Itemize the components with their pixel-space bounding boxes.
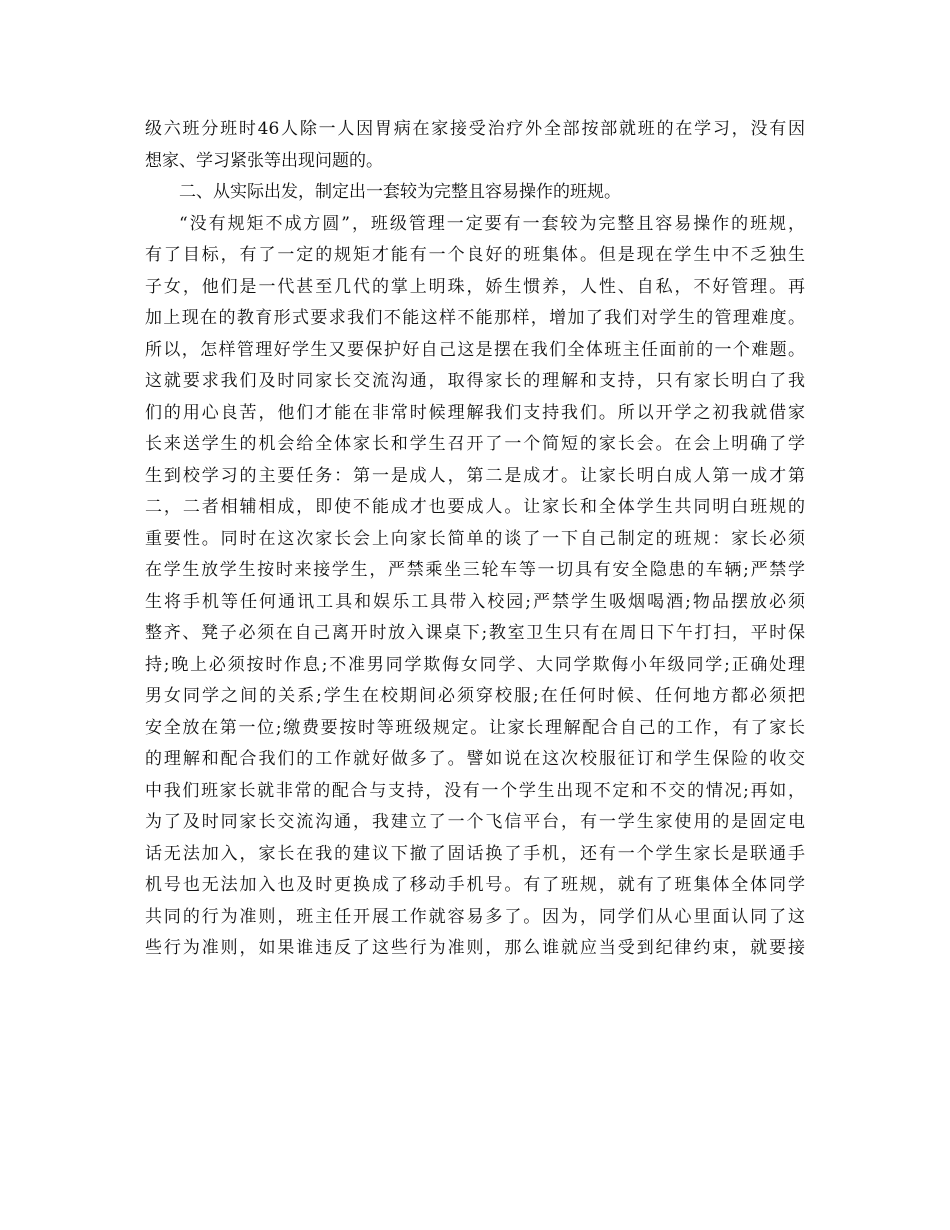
text-line: 共同的行为准则，班主任开展工作就容易多了。因为，同学们从心里面认同了这	[145, 906, 805, 927]
text-line: 的理解和配合我们的工作就好做多了。譬如说在这次校服征订和学生保险的收交	[145, 749, 805, 769]
text-line: 生到校学习的主要任务：第一是成人，第二是成才。让家长明白成人第一成才第	[145, 465, 805, 486]
text-line: 整齐、凳子必须在自己离开时放入课桌下;教室卫生只有在周日下午打扫，平时保	[145, 623, 805, 643]
text-line: 二、从实际出发，制定出一套较为完整且容易操作的班规。	[179, 182, 621, 202]
text-line: 所以，怎样管理好学生又要保护好自己这是摆在我们全体班主任面前的一个难题。	[145, 339, 805, 360]
text-line: 级六班分班时46人除一人因胃病在家接受治疗外全部按部就班的在学习，没有因	[145, 119, 805, 139]
text-line: 长来送学生的机会给全体家长和学生召开了一个简短的家长会。在会上明确了学	[145, 434, 805, 454]
text-line: 二，二者相辅相成，即使不能成才也要成人。让家长和全体学生共同明白班规的	[145, 497, 805, 517]
text-line: 这就要求我们及时同家长交流沟通，取得家长的理解和支持，只有家长明白了我	[145, 371, 805, 391]
text-line: “没有规矩不成方圆”，班级管理一定要有一套较为完整且容易操作的班规，	[179, 213, 805, 234]
text-line: 重要性。同时在这次家长会上向家长简单的谈了一下自己制定的班规：家长必须	[145, 528, 805, 549]
text-line: 男女同学之间的关系;学生在校期间必须穿校服;在任何时候、任何地方都必须把	[145, 686, 805, 706]
text-line: 为了及时同家长交流沟通，我建立了一个飞信平台，有一学生家使用的是固定电	[145, 812, 805, 832]
text-line: 有了目标，有了一定的规矩才能有一个良好的班集体。但是现在学生中不乏独生	[145, 245, 805, 265]
text-line: 中我们班家长就非常的配合与支持，没有一个学生出现不定和不交的情况;再如，	[145, 780, 805, 801]
text-line: 子女，他们是一代甚至几代的掌上明珠，娇生惯养，人性、自私，不好管理。再	[145, 276, 805, 297]
body-text	[145, 114, 805, 965]
text-line: 加上现在的教育形式要求我们不能这样不能那样，增加了我们对学生的管理难度。	[145, 308, 805, 328]
text-line: 机号也无法加入也及时更换成了移动手机号。有了班规，就有了班集体全体同学	[145, 875, 805, 895]
text-line: 持;晚上必须按时作息;不准男同学欺侮女同学、大同学欺侮小年级同学;正确处理	[145, 654, 805, 675]
text-line: 生将手机等任何通讯工具和娱乐工具带入校园;严禁学生吸烟喝酒;物品摆放必须	[145, 591, 805, 612]
text-line: 话无法加入，家长在我的建议下撤了固话换了手机，还有一个学生家长是联通手	[145, 843, 805, 864]
text-line: 们的用心良苦，他们才能在非常时候理解我们支持我们。所以开学之初我就借家	[145, 402, 805, 423]
text-line: 安全放在第一位;缴费要按时等班级规定。让家长理解配合自己的工作，有了家长	[145, 717, 805, 738]
text-line: 想家、学习紧张等出现问题的。	[145, 150, 383, 171]
text-line: 在学生放学生按时来接学生，严禁乘坐三轮车等一切具有安全隐患的车辆;严禁学	[145, 560, 805, 580]
text-line: 些行为准则，如果谁违反了这些行为准则，那么谁就应当受到纪律约束，就要接	[145, 938, 805, 958]
